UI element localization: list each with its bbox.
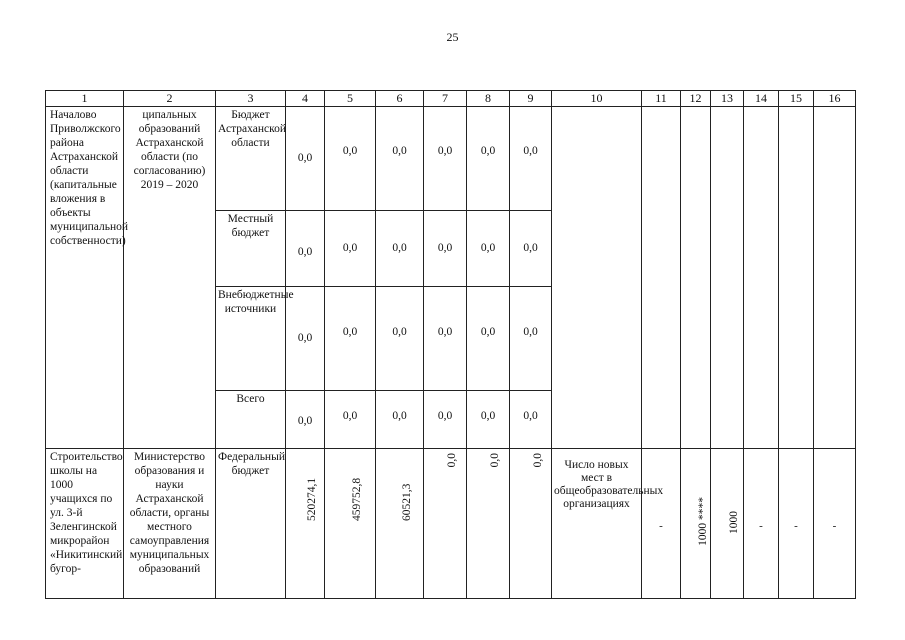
value-cell: 0,0 [510, 211, 552, 287]
col-header-2: 2 [124, 91, 216, 107]
executor-cell: ципальных образований Астраханской области (по согласованию) 2019 – 2020 [124, 107, 216, 449]
value-cell: 60521,3 [376, 449, 424, 599]
value-cell: 1000 [711, 449, 744, 599]
value-cell: - [744, 449, 779, 599]
value-cell: 0,0 [467, 287, 510, 391]
value-cell: 0,0 [424, 107, 467, 211]
value-cell: 459752,8 [325, 449, 376, 599]
table-row [46, 449, 856, 599]
empty-cell [744, 107, 779, 449]
funding-source-cell: Внебюджетные источники [216, 287, 286, 391]
col-header-12: 12 [681, 91, 711, 107]
value-cell: 0,0 [325, 107, 376, 211]
col-header-3: 3 [216, 91, 286, 107]
value-cell: 0,0 [325, 287, 376, 391]
value-cell: 0,0 [467, 449, 510, 599]
value-cell: 0,0 [286, 391, 325, 449]
col-header-11: 11 [642, 91, 681, 107]
indicator-cell [552, 107, 642, 449]
value-cell: 0,0 [467, 391, 510, 449]
value-cell: 0,0 [325, 211, 376, 287]
col-header-6: 6 [376, 91, 424, 107]
col-header-15: 15 [779, 91, 814, 107]
empty-cell [642, 107, 681, 449]
funding-source-cell: Местный бюджет [216, 211, 286, 287]
value-cell: 0,0 [286, 107, 325, 211]
value-cell: 0,0 [510, 449, 552, 599]
col-header-16: 16 [814, 91, 856, 107]
value-cell: - [779, 449, 814, 599]
value-cell: 0,0 [467, 211, 510, 287]
value-cell: 0,0 [376, 107, 424, 211]
col-header-10: 10 [552, 91, 642, 107]
value-cell: 0,0 [424, 287, 467, 391]
col-header-13: 13 [711, 91, 744, 107]
table-row [46, 107, 856, 211]
value-cell: 0,0 [325, 391, 376, 449]
indicator-cell: Число новых мест в общеобразовательных организациях [552, 449, 642, 599]
value-cell: 0,0 [286, 287, 325, 391]
value-cell: 0,0 [510, 107, 552, 211]
value-cell: - [814, 449, 856, 599]
col-header-7: 7 [424, 91, 467, 107]
header-row [46, 91, 856, 107]
executor-cell: Министерство образования и науки Астраханской области, органы местного самоуправления муниципальных образований [124, 449, 216, 599]
value-cell: 0,0 [376, 391, 424, 449]
value-cell: 520274,1 [286, 449, 325, 599]
value-cell: 0,0 [510, 391, 552, 449]
value-cell: 0,0 [424, 449, 467, 599]
col-header-9: 9 [510, 91, 552, 107]
value-cell: 0,0 [424, 391, 467, 449]
col-header-1: 1 [46, 91, 124, 107]
col-header-5: 5 [325, 91, 376, 107]
empty-cell [711, 107, 744, 449]
event-name-cell: Началово Приволжского района Астраханской области (капитальные вложения в объекты муниципальной собственности) [46, 107, 124, 449]
value-cell: 0,0 [424, 211, 467, 287]
value-cell: - [642, 449, 681, 599]
empty-cell [681, 107, 711, 449]
value-cell: 0,0 [376, 287, 424, 391]
funding-source-cell: Всего [216, 391, 286, 449]
value-cell: 0,0 [510, 287, 552, 391]
funding-source-cell: Бюджет Астраханской области [216, 107, 286, 211]
col-header-14: 14 [744, 91, 779, 107]
empty-cell [779, 107, 814, 449]
value-cell: 1000 **** [681, 449, 711, 599]
col-header-4: 4 [286, 91, 325, 107]
value-cell: 0,0 [286, 211, 325, 287]
value-cell: 0,0 [467, 107, 510, 211]
funding-source-cell: Федеральный бюджет [216, 449, 286, 599]
col-header-8: 8 [467, 91, 510, 107]
empty-cell [814, 107, 856, 449]
page-number: 25 [446, 30, 459, 44]
program-table [45, 90, 856, 599]
value-cell: 0,0 [376, 211, 424, 287]
event-name-cell: Строительство школы на 1000 учащихся по ул. 3-й Зеленгинской микрорайон «Никитинский бугор- [46, 449, 124, 599]
